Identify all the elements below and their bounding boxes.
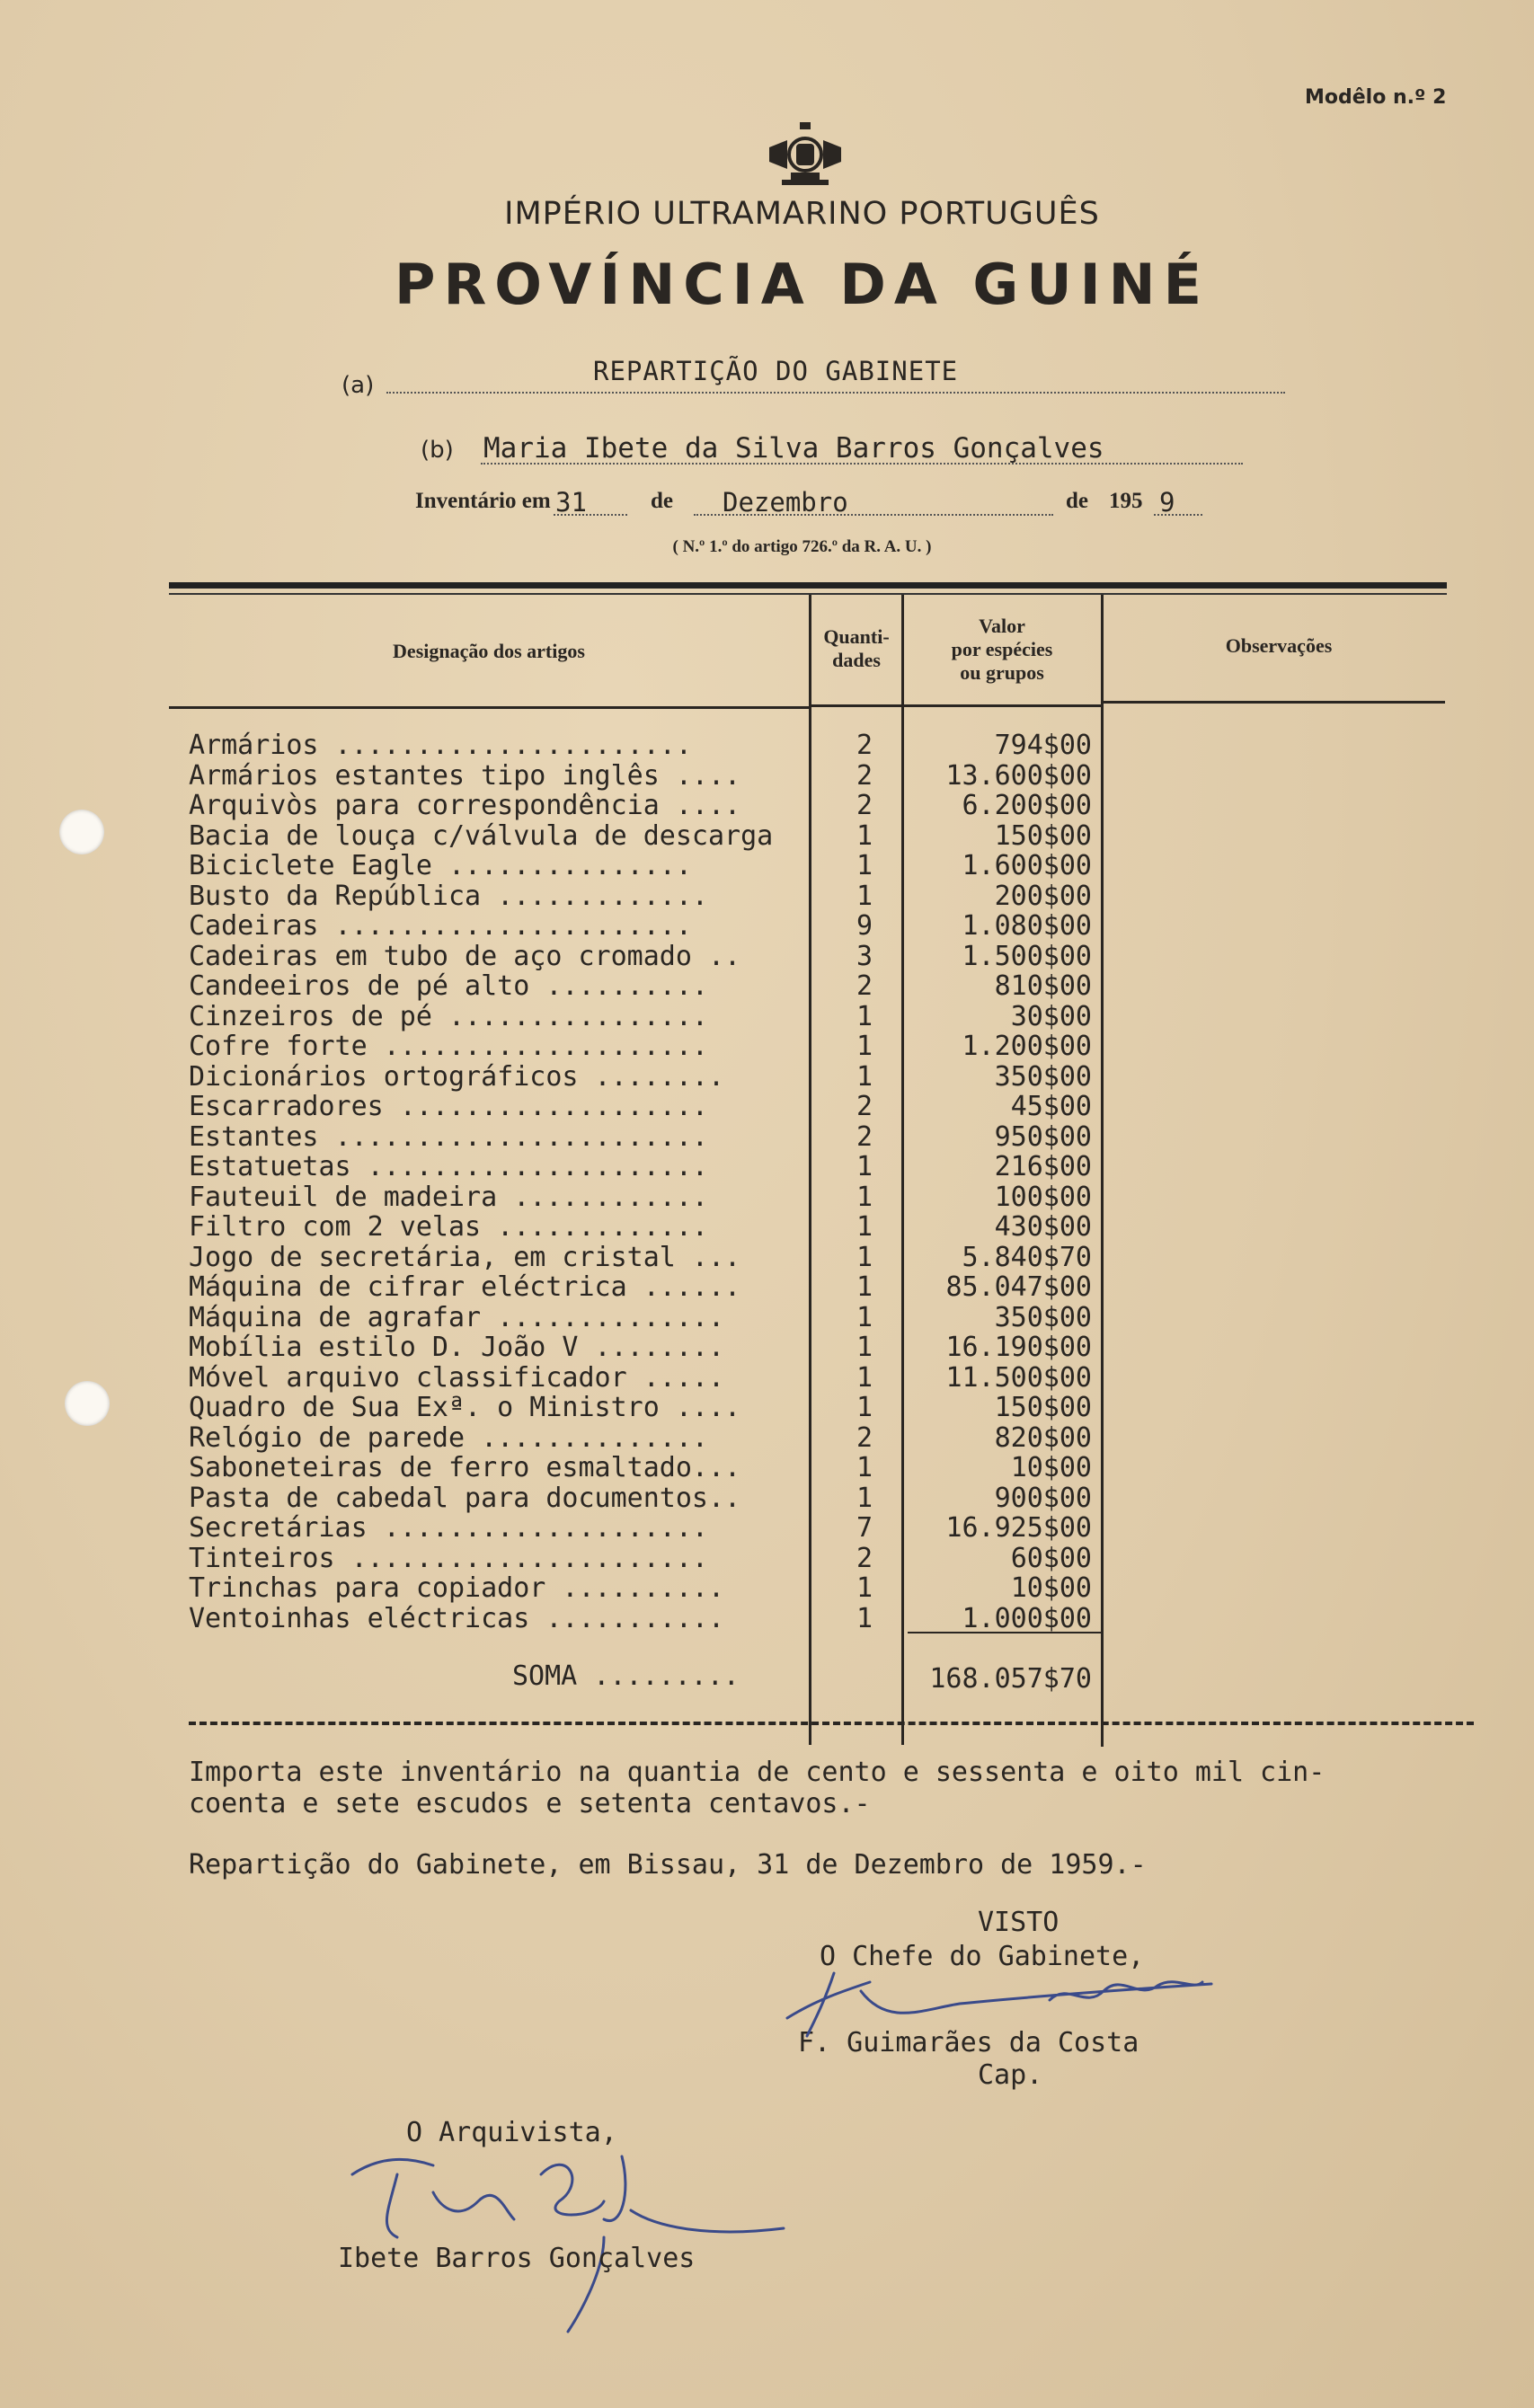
chief-title: O Chefe do Gabinete,	[820, 1941, 1145, 1972]
table-row-quantity: 1	[856, 1482, 873, 1514]
table-row-quantity: 1	[856, 1392, 873, 1423]
table-row-quantity: 1	[856, 1181, 873, 1213]
table-row-value: 5.840$70	[962, 1241, 1092, 1273]
sum-label: SOMA .........	[512, 1660, 740, 1692]
table-row-designation: Dicionários ortográficos ........	[189, 1060, 725, 1092]
archivist-signature-icon	[334, 2138, 802, 2336]
header-rule	[169, 582, 1447, 589]
table-row-designation: Pasta de cabedal para documentos..	[189, 1482, 741, 1513]
table-row-value: 150$00	[994, 1392, 1092, 1423]
table-row-designation: Saboneteiras de ferro esmaltado...	[189, 1452, 741, 1483]
table-row-designation: Mobília estilo D. João V ........	[189, 1332, 725, 1362]
regulation-reference: ( N.º 1.º do artigo 726.º da R. A. U. )	[672, 537, 932, 556]
table-row-quantity: 1	[856, 1332, 873, 1363]
table-row-designation: Cinzeiros de pé ................	[189, 1000, 708, 1031]
table-row-value: 1.200$00	[962, 1031, 1092, 1062]
table-row-value: 216$00	[994, 1151, 1092, 1182]
table-row-quantity: 1	[856, 819, 873, 852]
column-divider	[809, 595, 811, 1745]
inventory-label: Inventário em	[415, 489, 551, 513]
label-a: (a)	[341, 372, 375, 399]
table-row-quantity: 2	[856, 730, 873, 761]
table-row-quantity: 1	[856, 1361, 873, 1394]
table-row-quantity: 2	[856, 790, 873, 821]
table-row-quantity: 1	[856, 1060, 873, 1093]
table-row-quantity: 1	[856, 1271, 873, 1303]
inventory-month: Dezembro	[723, 487, 848, 518]
table-row-designation: Quadro de Sua Exª. o Ministro ....	[189, 1392, 741, 1422]
archivist-title: O Arquivista,	[406, 2117, 617, 2148]
table-row-quantity: 2	[856, 970, 873, 1002]
table-row-value: 1.080$00	[962, 910, 1092, 942]
table-row-value: 350$00	[994, 1301, 1092, 1333]
table-row-designation: Busto da República .............	[189, 880, 708, 911]
place-date: Repartição do Gabinete, em Bissau, 31 de Dezembro de 1959.-	[189, 1849, 1147, 1881]
inventory-de-2: de	[1066, 489, 1088, 513]
punch-hole	[59, 810, 104, 854]
chief-signature-icon	[780, 1964, 1229, 2045]
table-row-designation: Fauteuil de madeira ............	[189, 1181, 708, 1212]
table-row-value: 1.500$00	[962, 940, 1092, 972]
punch-hole	[65, 1381, 110, 1426]
table-row-designation: Tinteiros ......................	[189, 1542, 708, 1573]
table-row-designation: Biciclete Eagle ...............	[189, 850, 692, 881]
empire-title: IMPÉRIO ULTRAMARINO PORTUGUÊS	[504, 196, 1100, 232]
chief-name: F. Guimarães da Costa	[798, 2027, 1139, 2058]
column-header-observations: Observações	[1225, 634, 1333, 657]
coat-of-arms-icon	[764, 120, 847, 187]
table-row-designation: Cofre forte ....................	[189, 1031, 708, 1061]
table-row-designation: Ventoinhas eléctricas ...........	[189, 1602, 725, 1633]
table-row-designation: Máquina de agrafar ..............	[189, 1301, 725, 1332]
table-row-value: 350$00	[994, 1060, 1092, 1093]
amount-words-line-1: Importa este inventário na quantia de cento e sessenta e oito mil cin-	[189, 1757, 1326, 1788]
table-row-quantity: 1	[856, 1000, 873, 1032]
inventory-year-digit: 9	[1159, 487, 1175, 518]
table-row-designation: Secretárias ....................	[189, 1512, 708, 1543]
inventory-day: 31	[555, 487, 587, 518]
table-row-value: 30$00	[1010, 1000, 1092, 1032]
column-header-value: Valor por espécies ou grupos	[951, 615, 1053, 684]
table-row-designation: Bacia de louça c/válvula de descarga	[189, 819, 774, 851]
table-row-designation: Estantes .......................	[189, 1120, 708, 1152]
table-row-quantity: 1	[856, 1211, 873, 1243]
table-row-value: 810$00	[994, 970, 1092, 1002]
seen-label: VISTO	[978, 1907, 1060, 1938]
table-row-value: 950$00	[994, 1120, 1092, 1153]
table-row-quantity: 1	[856, 1452, 873, 1483]
table-row-quantity: 1	[856, 1031, 873, 1062]
table-row-value: 11.500$00	[945, 1361, 1092, 1394]
table-row-designation: Arquivòs para correspondência ....	[189, 790, 741, 820]
table-row-quantity: 2	[856, 1091, 873, 1122]
table-row-value: 100$00	[994, 1181, 1092, 1213]
sum-value: 168.057$70	[929, 1663, 1092, 1695]
table-row-quantity: 1	[856, 880, 873, 912]
department-line	[386, 392, 1285, 394]
column-divider	[1101, 595, 1104, 1747]
table-row-quantity: 7	[856, 1512, 873, 1544]
table-row-value: 10$00	[1010, 1452, 1092, 1483]
table-row-value: 200$00	[994, 880, 1092, 912]
inventory-de-1: de	[651, 489, 673, 513]
table-row-designation: Cadeiras ......................	[189, 910, 692, 941]
table-row-value: 60$00	[1010, 1542, 1092, 1574]
table-row-designation: Móvel arquivo classificador .....	[189, 1361, 725, 1393]
table-row-designation: Candeeiros de pé alto ..........	[189, 970, 708, 1001]
department-value: REPARTIÇÃO DO GABINETE	[593, 356, 959, 386]
header-rule-thin	[169, 593, 1447, 595]
chief-rank: Cap.	[978, 2059, 1043, 2091]
table-row-value: 10$00	[1010, 1572, 1092, 1604]
table-row-designation: Máquina de cifrar eléctrica ......	[189, 1271, 741, 1302]
label-b: (b)	[421, 437, 454, 464]
person-value: Maria Ibete da Silva Barros Gonçalves	[483, 432, 1104, 465]
table-row-quantity: 9	[856, 910, 873, 942]
table-row-quantity: 2	[856, 1542, 873, 1574]
column-header-quantity: Quanti- dades	[823, 625, 890, 671]
table-row-quantity: 2	[856, 1120, 873, 1153]
table-row-quantity: 1	[856, 1572, 873, 1604]
table-row-value: 794$00	[994, 730, 1092, 761]
table-row-designation: Cadeiras em tubo de aço cromado ..	[189, 940, 741, 971]
table-row-designation: Relógio de parede ..............	[189, 1421, 708, 1453]
table-row-designation: Armários estantes tipo inglês ....	[189, 759, 741, 791]
table-row-value: 13.600$00	[945, 759, 1092, 792]
table-end-rule	[189, 1722, 1474, 1725]
table-row-value: 16.925$00	[945, 1512, 1092, 1544]
table-row-value: 430$00	[994, 1211, 1092, 1243]
table-row-value: 6.200$00	[962, 790, 1092, 821]
table-row-quantity: 1	[856, 1602, 873, 1634]
table-row-designation: Jogo de secretária, em cristal ...	[189, 1241, 741, 1272]
table-row-value: 150$00	[994, 819, 1092, 852]
table-row-quantity: 1	[856, 1241, 873, 1273]
inventory-year-prefix: 195	[1109, 489, 1143, 513]
column-header-designation: Designação dos artigos	[393, 640, 585, 662]
table-row-designation: Filtro com 2 velas .............	[189, 1211, 708, 1242]
table-row-quantity: 1	[856, 1301, 873, 1333]
table-row-value: 1.000$00	[962, 1602, 1092, 1634]
table-row-quantity: 2	[856, 759, 873, 792]
province-title: PROVÍNCIA DA GUINÉ	[395, 252, 1210, 317]
table-row-value: 820$00	[994, 1421, 1092, 1454]
table-row-designation: Trinchas para copiador ..........	[189, 1572, 725, 1603]
table-row-quantity: 1	[856, 850, 873, 881]
amount-words-line-2: coenta e sete escudos e setenta centavos.-	[189, 1788, 871, 1819]
table-row-quantity: 3	[856, 940, 873, 972]
table-row-designation: Armários ......................	[189, 730, 692, 760]
table-row-designation: Estatuetas .....................	[189, 1151, 708, 1182]
table-row-designation: Escarradores ...................	[189, 1091, 708, 1121]
table-row-quantity: 2	[856, 1421, 873, 1454]
table-row-value: 16.190$00	[945, 1332, 1092, 1363]
table-row-value: 1.600$00	[962, 850, 1092, 881]
table-row-value: 900$00	[994, 1482, 1092, 1514]
table-row-value: 85.047$00	[945, 1271, 1092, 1303]
table-row-value: 45$00	[1010, 1091, 1092, 1122]
archivist-name: Ibete Barros Gonçalves	[338, 2243, 696, 2274]
table-row-quantity: 1	[856, 1151, 873, 1182]
model-number: Modêlo n.º 2	[1305, 86, 1447, 109]
